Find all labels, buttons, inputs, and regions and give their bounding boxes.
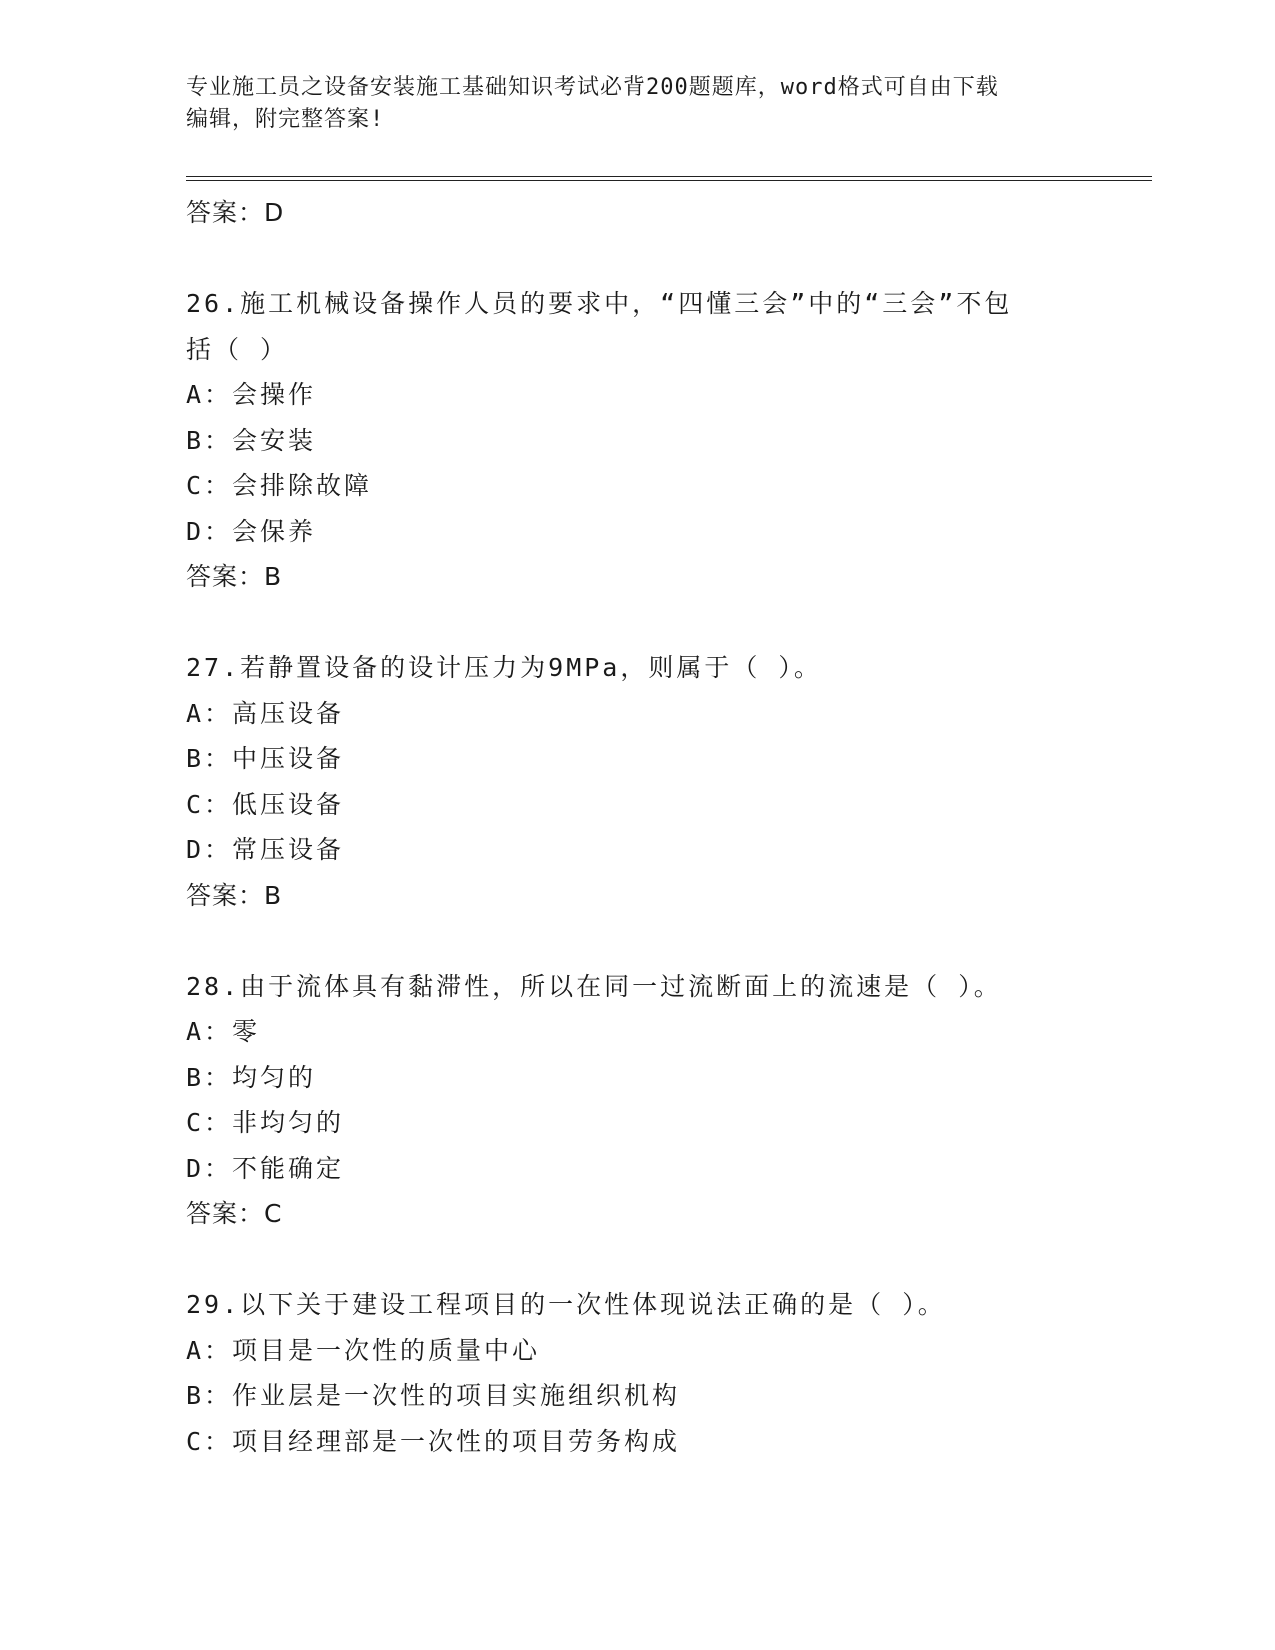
- option-c: C：非均匀的: [186, 1108, 345, 1137]
- spacer: [186, 236, 1086, 282]
- option-b: B：会安装: [186, 425, 317, 455]
- answer-line: 答案：B: [186, 562, 283, 591]
- option-d: D：不能确定: [186, 1153, 345, 1183]
- question-stem: 29.以下关于建设工程项目的一次性体现说法正确的是（ ）。: [186, 1290, 946, 1319]
- option-d: D：常压设备: [186, 835, 345, 864]
- option-d: D：会保养: [186, 516, 317, 546]
- question-26: [186, 281, 1086, 600]
- question-stem: 括（ ）: [186, 334, 289, 364]
- question-stem: 26.施工机械设备操作人员的要求中，“四懂三会”中的“三会”不包: [186, 289, 1013, 318]
- option-c: C：项目经理部是一次性的项目劳务构成: [186, 1426, 681, 1456]
- spacer: [186, 918, 1086, 964]
- option-b: B：作业层是一次性的项目实施组织机构: [186, 1381, 681, 1410]
- question-29: [186, 1282, 1086, 1464]
- spacer: [186, 600, 1086, 646]
- spacer: [186, 1237, 1086, 1283]
- option-c: C：会排除故障: [186, 471, 373, 500]
- option-b: B：中压设备: [186, 744, 345, 773]
- option-b: B：均匀的: [186, 1062, 317, 1092]
- answer-line: 答案：B: [186, 880, 283, 910]
- option-a: A：项目是一次性的质量中心: [186, 1335, 541, 1365]
- option-a: A：会操作: [186, 380, 317, 409]
- question-stem: 27.若静置设备的设计压力为9MPa，则属于（ ）。: [186, 653, 822, 682]
- option-a: A：零: [186, 1017, 261, 1046]
- option-a: A：高压设备: [186, 698, 345, 728]
- question-list: [186, 190, 1086, 1464]
- header-divider: [186, 176, 1152, 181]
- question-stem: 28.由于流体具有黏滞性，所以在同一过流断面上的流速是（ ）。: [186, 971, 1002, 1001]
- page-header: [186, 72, 1086, 136]
- answer-line: 答案：C: [186, 1199, 283, 1228]
- header-line-2: 编辑，附完整答案!: [186, 107, 385, 132]
- question-27: [186, 645, 1086, 918]
- answer-line: 答案：D: [186, 198, 285, 227]
- option-c: C：低压设备: [186, 789, 345, 819]
- question-28: [186, 964, 1086, 1237]
- header-line-1: 专业施工员之设备安装施工基础知识考试必背200题题库，word格式可自由下载: [186, 75, 999, 100]
